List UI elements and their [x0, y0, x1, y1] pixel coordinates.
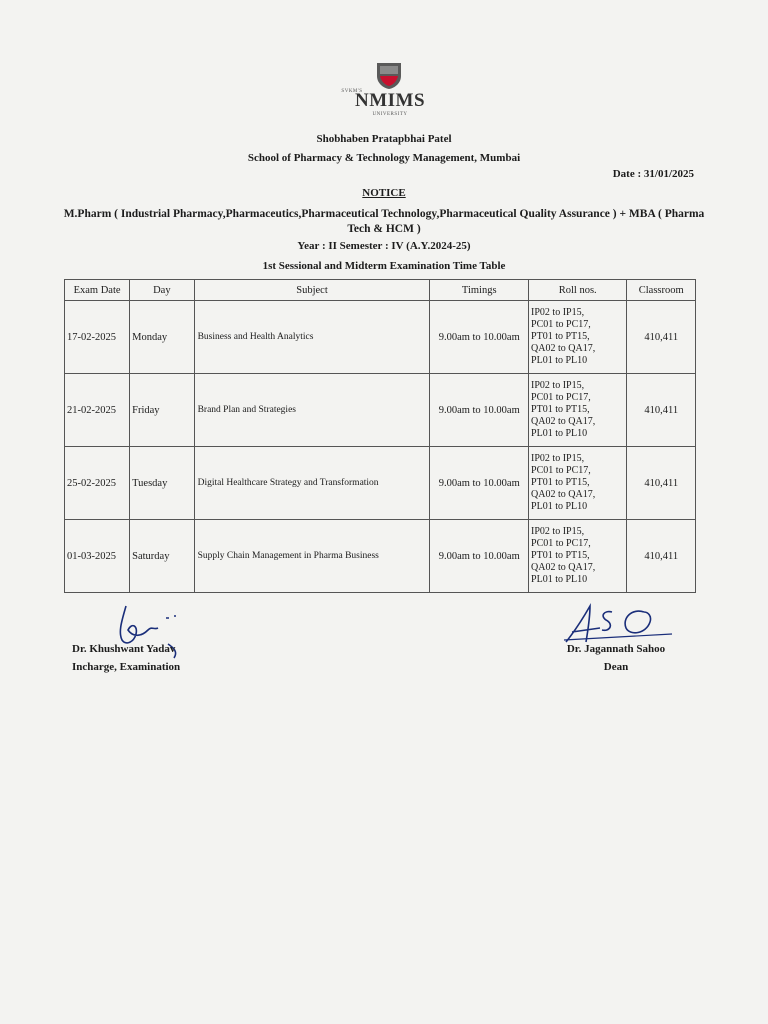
- signatory-dean: [560, 640, 672, 676]
- table-row: [65, 301, 696, 374]
- roll-line: PL01 to PL10: [531, 501, 588, 512]
- table-row: [65, 520, 696, 593]
- signatory-name: Dr. Khushwant Yadav: [72, 643, 176, 655]
- cell-day: Tuesday: [130, 447, 194, 520]
- roll-line: PC01 to PC17,: [531, 465, 591, 476]
- nmims-shield-icon: [376, 62, 402, 90]
- cell-exam-date: 21-02-2025: [65, 374, 130, 447]
- cell-roll-nos: [529, 301, 627, 374]
- roll-line: PT01 to PT15,: [531, 477, 590, 488]
- logo-tag: SVKM'S: [341, 89, 363, 94]
- notice-date: Date : 31/01/2025: [612, 168, 694, 180]
- header-exam-date: Exam Date: [65, 280, 130, 301]
- cell-day: Monday: [130, 301, 194, 374]
- roll-line: IP02 to IP15,: [531, 453, 585, 464]
- exam-timetable: [64, 279, 696, 593]
- nmims-logo: [341, 62, 430, 120]
- roll-line: PT01 to PT15,: [531, 331, 590, 342]
- cell-subject: Supply Chain Management in Pharma Business: [194, 520, 430, 593]
- roll-line: PT01 to PT15,: [531, 404, 590, 415]
- course-title: M.Pharm ( Industrial Pharmacy,Pharmaceutics,Pharmaceutical Technology,Pharmaceutical Quality Assurance ) + MBA ( Pharma Tech & HCM ): [63, 208, 705, 235]
- roll-line: PT01 to PT15,: [531, 550, 590, 561]
- cell-timings: 9.00am to 10.00am: [430, 301, 529, 374]
- header-roll-nos: Roll nos.: [529, 280, 627, 301]
- signatory-examination: [72, 640, 180, 676]
- roll-line: QA02 to QA17,: [531, 416, 596, 427]
- roll-line: PC01 to PC17,: [531, 538, 591, 549]
- cell-roll-nos: [529, 374, 627, 447]
- roll-line: PL01 to PL10: [531, 574, 588, 585]
- notice-heading: NOTICE: [362, 187, 406, 199]
- roll-line: QA02 to QA17,: [531, 343, 596, 354]
- roll-line: QA02 to QA17,: [531, 489, 596, 500]
- signatory-name: Dr. Jagannath Sahoo: [566, 643, 666, 655]
- cell-classroom: 410,411: [627, 520, 696, 593]
- cell-classroom: 410,411: [627, 374, 696, 447]
- cell-subject: Business and Health Analytics: [194, 301, 430, 374]
- cell-exam-date: 01-03-2025: [65, 520, 130, 593]
- cell-subject: Digital Healthcare Strategy and Transformation: [194, 447, 430, 520]
- cell-classroom: 410,411: [627, 447, 696, 520]
- roll-line: PL01 to PL10: [531, 355, 588, 366]
- cell-roll-nos: [529, 520, 627, 593]
- cell-subject: Brand Plan and Strategies: [194, 374, 430, 447]
- cell-roll-nos: [529, 447, 627, 520]
- year-semester: Year : II Semester : IV (A.Y.2024-25): [297, 240, 471, 252]
- cell-exam-date: 17-02-2025: [65, 301, 130, 374]
- logo-brand: NMIMS: [354, 90, 426, 111]
- cell-classroom: 410,411: [627, 301, 696, 374]
- signatory-title: Incharge, Examination: [72, 661, 181, 673]
- header-subject: Subject: [194, 280, 430, 301]
- roll-line: PC01 to PC17,: [531, 319, 591, 330]
- header-day: Day: [130, 280, 194, 301]
- logo-sub: UNIVERSITY: [372, 112, 408, 117]
- institute-line-1: Shobhaben Pratapbhai Patel: [316, 133, 452, 145]
- roll-line: PL01 to PL10: [531, 428, 588, 439]
- table-header-row: [65, 280, 696, 301]
- roll-line: QA02 to QA17,: [531, 562, 596, 573]
- signatory-title: Dean: [603, 661, 629, 673]
- cell-day: Saturday: [130, 520, 194, 593]
- cell-day: Friday: [130, 374, 194, 447]
- institute-line-2: School of Pharmacy & Technology Management, Mumbai: [247, 152, 521, 164]
- cell-timings: 9.00am to 10.00am: [430, 374, 529, 447]
- roll-line: IP02 to IP15,: [531, 307, 585, 318]
- roll-line: PC01 to PC17,: [531, 392, 591, 403]
- cell-exam-date: 25-02-2025: [65, 447, 130, 520]
- roll-line: IP02 to IP15,: [531, 380, 585, 391]
- table-title: 1st Sessional and Midterm Examination Time Table: [262, 260, 506, 272]
- cell-timings: 9.00am to 10.00am: [430, 447, 529, 520]
- roll-line: IP02 to IP15,: [531, 526, 585, 537]
- table-row: [65, 447, 696, 520]
- table-row: [65, 374, 696, 447]
- header-timings: Timings: [430, 280, 529, 301]
- header-classroom: Classroom: [627, 280, 696, 301]
- cell-timings: 9.00am to 10.00am: [430, 520, 529, 593]
